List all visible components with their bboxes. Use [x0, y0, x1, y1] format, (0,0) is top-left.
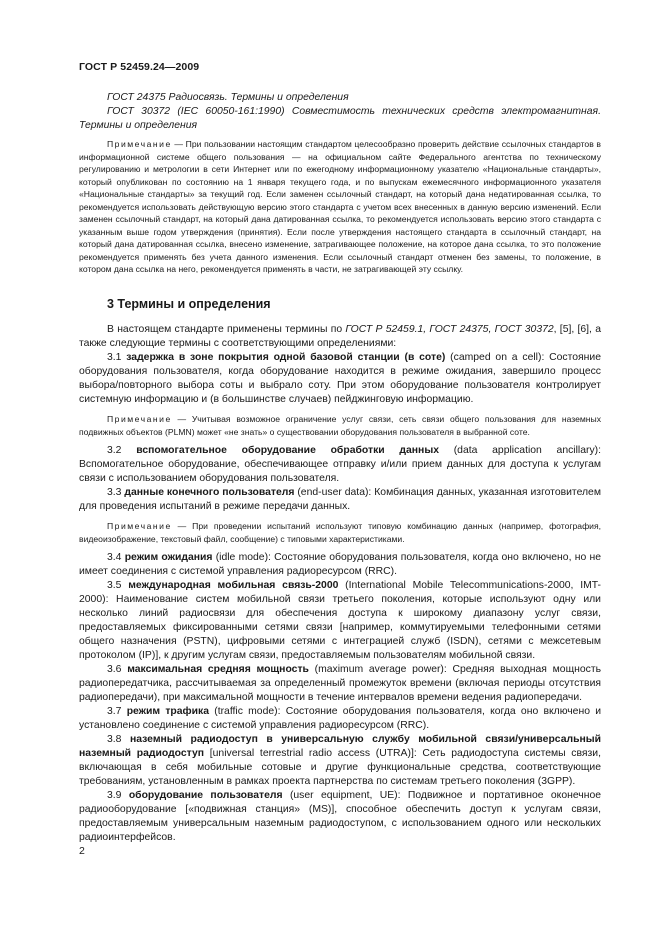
document-header: ГОСТ Р 52459.24—2009 — [79, 61, 200, 73]
normative-references — [79, 91, 601, 133]
intro-refs: ГОСТ Р 52459.1, ГОСТ 24375, ГОСТ 30372 — [345, 324, 554, 335]
term-3-5 — [79, 579, 601, 663]
term-3-1 — [79, 351, 601, 407]
intro-text: В настоящем стандарте применены термины по — [107, 324, 346, 335]
intro-text-end: , [5], [6], а также следующие термины с соответствующими определениями: — [79, 324, 601, 349]
term-number: 3.5 — [107, 580, 122, 591]
term-definition: (maximum average power): Средняя выходная мощность радиопередатчика, рассчитываемая за определенный промежуток времени (включая периоды отсутствия радиопередачи), при максимальной мощности в течение интервалов времени ведения радиопередачи. — [79, 664, 602, 703]
reference-item: ГОСТ 24375 Радиосвязь. Термины и определения — [107, 92, 349, 103]
terms-block — [79, 323, 601, 845]
term-name: международная мобильная связь-2000 — [128, 580, 339, 591]
term-name: наземный радиодоступ в универсальную службу мобильной связи/универсальный наземный радиодоступ — [79, 734, 601, 759]
term-3-6 — [79, 663, 601, 705]
term-definition: (data application ancillary): Вспомогательное оборудование, обеспечивающее отправку и/или прием данных для доступа к услугам связи с использованием оборудования пользователя. — [79, 445, 602, 484]
note-text: — Учитывая возможное ограничение услуг связи, сеть связи общего пользования для наземных подвижных объектов (PLMN) может «не знать» о существовании оборудования пользователя в выбранной соте. — [79, 414, 602, 437]
term-name: режим трафика — [126, 706, 210, 717]
note-term-3-3 — [79, 520, 601, 545]
term-name: задержка в зоне покрытия одной базовой станции (в соте) — [126, 352, 446, 363]
note-text: — При пользовании настоящим стандартом целесообразно проверить действие ссылочных стандартов в информационной системе общего пользования — на официальном сайте Федерального агентства по техническому регулированию и метрологии в сети Интернет или по ежегодному информационному указателю «Национальные стандарты», который опубликован по состоянию на 1 января текущего года, и по выпускам ежемесячного информационного указателя «Национальные стандарты» за текущий год. Если заменен ссылочный стандарт, на который дана недатированная ссылка, то рекомендуется использовать действующую версию этого стандарта с учетом всех внесенных в данную версию изменений. Если заменен ссылочный стандарт, на который дана датированная ссылка, то рекомендуется использовать версию этого стандарта с указанным выше годом утверждения (принятия). Если после утверждения настоящего стандарта в ссылочный стандарт, на который дана датированная ссылка, внесено изменение, затрагивающее положение, на которое дана ссылка, то это положение рекомендуется применять без учета данного изменения. Если ссылочный стандарт отменен без замены, то положение, в котором дана ссылка на него, рекомендуется применять в части, не затрагивающей эту ссылку. — [79, 139, 601, 274]
term-name: вспомогательное оборудование обработки данных — [136, 445, 439, 456]
reference-item: ГОСТ 30372 (IEC 60050-161:1990) Совместимость технических средств электромагнитная. Термины и определения — [79, 106, 601, 131]
term-name: максимальная средняя мощность — [127, 664, 309, 675]
intro-paragraph — [79, 323, 601, 351]
term-definition: (camped on a cell): Состояние оборудования пользователя, когда оборудование находится в режиме ожидания, завершило процесс выбора/повторного выбора соты и выбрало соту. При этом оборудование пользователя контролирует системную информацию и (в большинстве случаев) пейджинговую информацию. — [79, 352, 602, 405]
term-3-8 — [79, 733, 601, 789]
term-name: режим ожидания — [124, 552, 213, 563]
note-label: Примечание — [107, 414, 172, 424]
term-name: данные конечного пользователя — [124, 487, 295, 498]
note-text: — При проведении испытаний используют типовую комбинацию данных (например, фотография, видеоизображение, текстовый файл, сообщение) с типовыми характеристиками. — [79, 521, 601, 544]
note-label: Примечание — [107, 139, 172, 149]
term-number: 3.7 — [107, 706, 122, 717]
term-definition: (idle mode): Состояние оборудования пользователя, когда оно включено, но не имеет соединения с системой управления радиоресурсом (RRC). — [79, 552, 601, 577]
term-3-7 — [79, 705, 601, 733]
page-number: 2 — [79, 845, 85, 857]
note-term-3-1 — [79, 413, 601, 438]
note-label: Примечание — [107, 521, 172, 531]
term-definition: [universal terrestrial radio access (UTRA)]: Сеть радиодоступа системы связи, включающая в себя мобильные сотовые и другие функциональные средства, соответствующие требованиям, установленным в рамках проекта партнерства по системам третьего поколения (3GPP). — [79, 748, 601, 787]
term-3-2 — [79, 444, 601, 486]
term-3-9 — [79, 789, 601, 845]
term-definition: (end-user data): Комбинация данных, указанная изготовителем для проведения испытаний в режиме передачи данных. — [79, 487, 601, 512]
term-number: 3.2 — [107, 445, 122, 456]
term-3-3 — [79, 486, 601, 514]
term-number: 3.8 — [107, 734, 122, 745]
term-definition: (International Mobile Telecommunications-2000, IMT-2000): Наименование систем мобильной связи третьего поколения, которые используют одну или несколько линий радиосвязи для обеспечения доступа к широкому диапазону услуг связи, предоставляемых фиксированными сетями связи [например, коммутируемыми телефонными сетями общего назначения (PSTN), цифровыми сетями с интеграцией служб (ISDN), сетями с межсетевым протоколом (IP)], к другим услугам связи, предоставляемым пользователям мобильной связи. — [79, 580, 601, 661]
term-number: 3.1 — [107, 352, 122, 363]
term-name: оборудование пользователя — [128, 790, 283, 801]
term-number: 3.9 — [107, 790, 122, 801]
section-title: 3 Термины и определения — [107, 297, 271, 311]
note-references — [79, 138, 601, 276]
term-number: 3.6 — [107, 664, 122, 675]
term-definition: (traffic mode): Состояние оборудования пользователя, когда оно включено и установлено соединение с системой управления радиоресурсом (RRC). — [79, 706, 601, 731]
term-number: 3.4 — [107, 552, 122, 563]
term-definition: (user equipment, UE): Подвижное и портативное оконечное радиооборудование [«подвижная станция» (MS)], способное обеспечить доступ к услугам связи, предоставляемым универсальным наземным радиодоступом, с использованием одного или нескольких радиоинтерфейсов. — [79, 790, 601, 843]
term-3-4 — [79, 551, 601, 579]
term-number: 3.3 — [107, 487, 122, 498]
